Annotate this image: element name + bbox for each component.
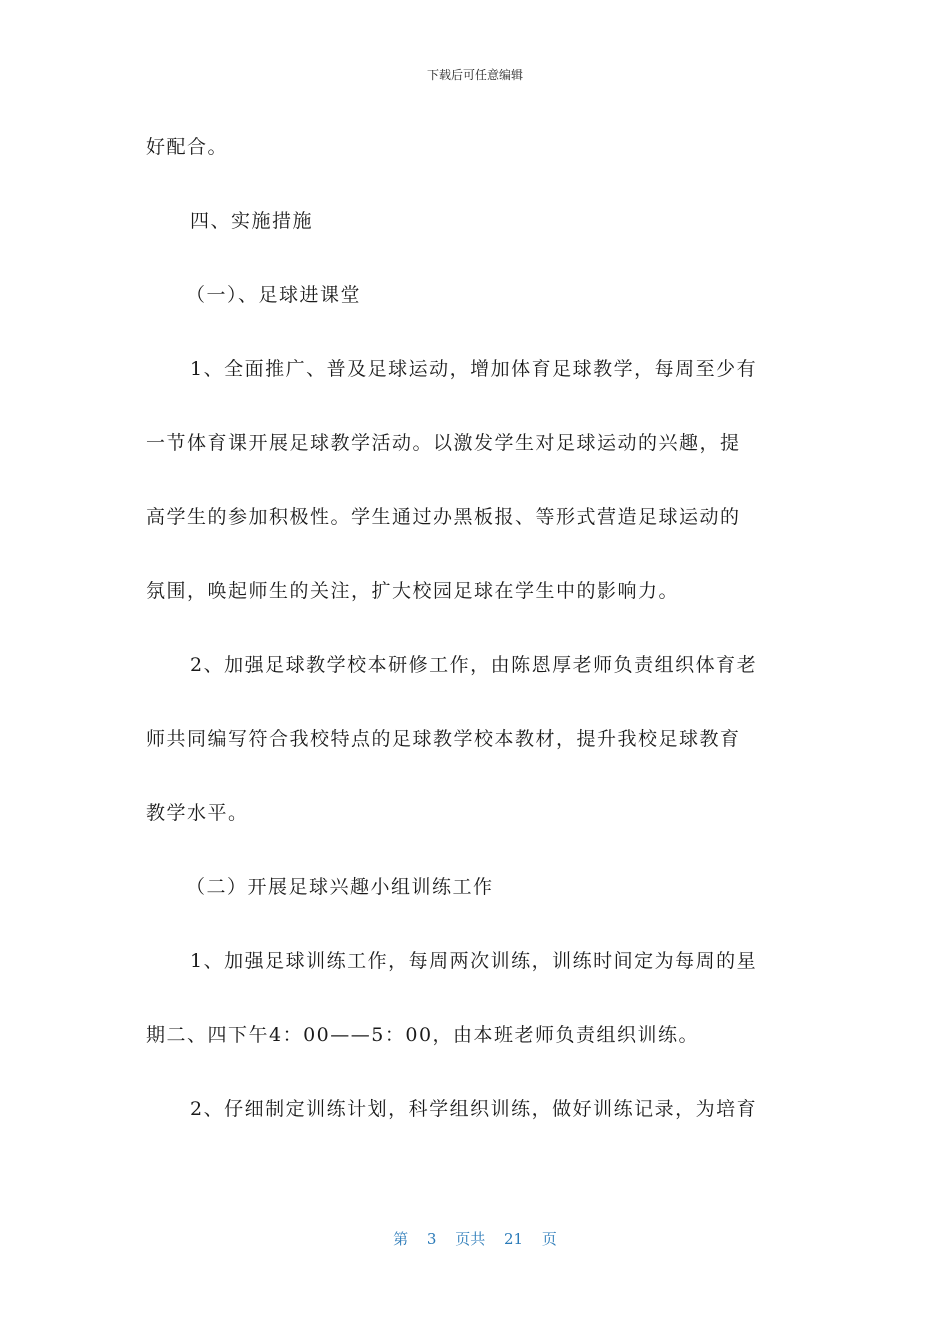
- page-header: 下载后可任意编辑: [426, 68, 523, 82]
- subsection-heading: （二）开展足球兴趣小组训练工作: [186, 876, 494, 898]
- paragraph-line: 期二、四下午4：00——5：00，由本班老师负责组织训练。: [146, 1024, 700, 1046]
- subsection-heading: （一）、足球进课堂: [186, 284, 362, 306]
- paragraph-line: 1、全面推广、普及足球运动，增加体育足球教学，每周至少有: [190, 358, 758, 380]
- document-body: [146, 126, 816, 1162]
- paragraph-line: 1、加强足球训练工作，每周两次训练，训练时间定为每周的星: [190, 950, 758, 972]
- paragraph-line: 一节体育课开展足球教学活动。以激发学生对足球运动的兴趣，提: [146, 432, 741, 454]
- page-number-footer: 第 3 页共 21 页: [393, 1230, 557, 1248]
- paragraph-line: 好配合。: [146, 136, 229, 158]
- paragraph-line: 2、仔细制定训练计划，科学组织训练，做好训练记录，为培育: [190, 1098, 758, 1120]
- paragraph-line: 高学生的参加积极性。学生通过办黑板报、等形式营造足球运动的: [146, 506, 741, 528]
- paragraph-line: 氛围，唤起师生的关注，扩大校园足球在学生中的影响力。: [146, 580, 680, 602]
- paragraph-line: 2、加强足球教学校本研修工作，由陈恩厚老师负责组织体育老: [190, 654, 758, 676]
- section-heading: 四、实施措施: [190, 210, 314, 232]
- paragraph-line: 教学水平。: [146, 802, 249, 824]
- paragraph-line: 师共同编写符合我校特点的足球教学校本教材，提升我校足球教育: [146, 728, 741, 750]
